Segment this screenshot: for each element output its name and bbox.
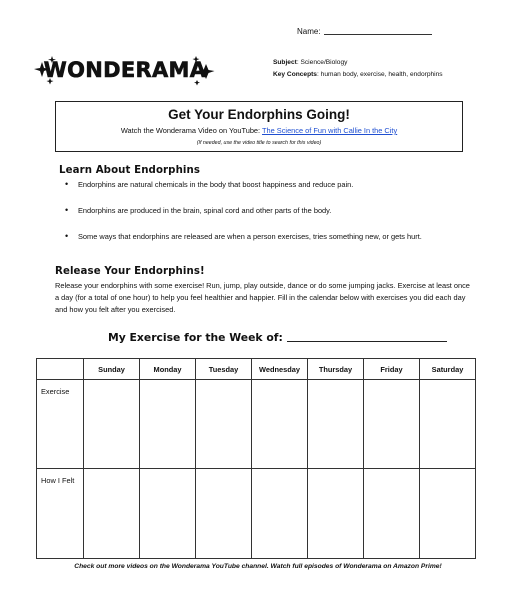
day-header: Thursday [308, 359, 364, 380]
lesson-meta [273, 57, 443, 81]
table-row [37, 380, 476, 469]
day-header: Sunday [84, 359, 140, 380]
bullet-icon: • [65, 231, 69, 241]
calendar-cell[interactable] [140, 380, 196, 469]
calendar-cell[interactable] [364, 380, 420, 469]
week-heading: My Exercise for the Week of: [108, 331, 447, 344]
day-header: Wednesday [252, 359, 308, 380]
video-link[interactable]: The Science of Fun with Callie In the City [262, 126, 398, 135]
search-note: (If needed, use the video title to search for this video) [196, 140, 322, 146]
calendar-cell[interactable] [196, 469, 252, 559]
name-field [297, 27, 432, 36]
calendar-cell[interactable] [308, 380, 364, 469]
table-row [37, 469, 476, 559]
wonderama-logo [30, 48, 220, 88]
exercise-calendar [36, 358, 476, 559]
calendar-cell[interactable] [420, 469, 476, 559]
concepts-line: Key Concepts: human body, exercise, health, endorphins [273, 71, 443, 78]
list-item: • Some ways that endorphins are released are when a person exercises, tries something new, or gets hurt. [65, 231, 422, 241]
row-label-how-i-felt: How I Felt [37, 469, 84, 559]
name-label: Name: [297, 27, 321, 36]
day-header: Tuesday [196, 359, 252, 380]
subject-line: Subject: Science/Biology [273, 59, 348, 66]
list-item: • Endorphins are natural chemicals in the body that boost happiness and reduce pain. [65, 179, 354, 189]
video-box [55, 101, 463, 152]
footer-note: Check out more videos on the Wonderama YouTube channel. Watch full episodes of Wonderama on Amazon Prime! [74, 563, 442, 570]
calendar-cell[interactable] [252, 380, 308, 469]
logo-graphic [30, 48, 220, 88]
calendar-cell[interactable] [140, 469, 196, 559]
calendar-cell[interactable] [84, 469, 140, 559]
row-label-exercise: Exercise [37, 380, 84, 469]
list-item: • Endorphins are produced in the brain, spinal cord and other parts of the body. [65, 205, 332, 215]
corner-cell [37, 359, 84, 380]
day-header: Monday [140, 359, 196, 380]
video-instruction [56, 126, 462, 135]
video-intro: Watch the Wonderama Video on YouTube: [120, 126, 263, 135]
day-header: Saturday [420, 359, 476, 380]
release-heading: Release Your Endorphins! [55, 266, 205, 277]
calendar-cell[interactable] [84, 380, 140, 469]
bullet-icon: • [65, 179, 69, 189]
calendar-cell[interactable] [364, 469, 420, 559]
calendar-cell[interactable] [196, 380, 252, 469]
week-blank-line[interactable] [287, 341, 447, 342]
calendar-cell[interactable] [308, 469, 364, 559]
day-header: Friday [364, 359, 420, 380]
name-blank-line[interactable] [324, 34, 432, 35]
calendar-cell[interactable] [420, 380, 476, 469]
logo-wordmark: WONDERAMA [43, 58, 207, 82]
box-title: Get Your Endorphins Going! [168, 107, 350, 122]
bullet-icon: • [65, 205, 69, 215]
table-header-row [37, 359, 476, 380]
learn-heading: Learn About Endorphins [59, 165, 201, 176]
calendar-cell[interactable] [252, 469, 308, 559]
release-paragraph: Release your endorphins with some exercise! Run, jump, play outside, dance or do some jumping jacks. Exercise at least once a day (for a total of one hour) to help you feel healthier and happier. Fill in the calendar below with exercises you did each day and how you felt after you exercised. [55, 281, 470, 314]
